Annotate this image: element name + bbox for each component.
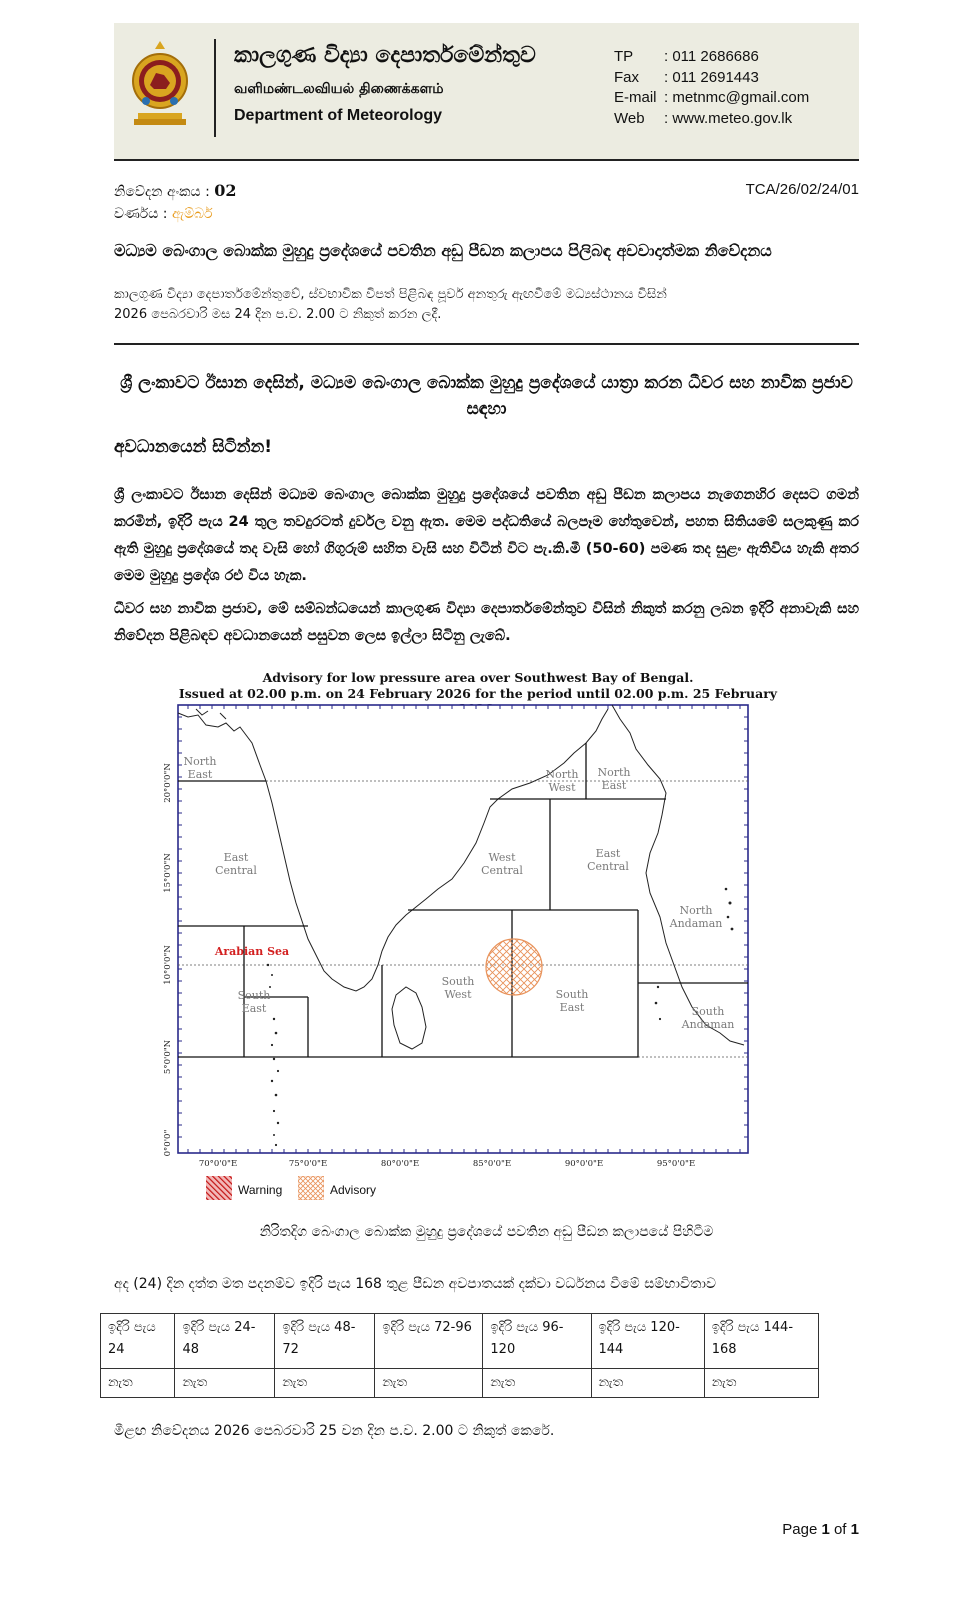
header-cell: ඉදිරි පැය 48-72 (275, 1314, 375, 1369)
contact-email[interactable]: E-mail : metnmc@gmail.com (614, 89, 810, 106)
label-north-andaman: North Andaman (669, 904, 723, 930)
longitude-labels (199, 1159, 695, 1169)
department-name-tamil: வளிமண்டலவியல் திணைக்களம் (234, 81, 444, 97)
legend-warning-label: Warning (238, 1183, 283, 1197)
header-divider (214, 39, 216, 137)
header-cell: ඉදිරි පැය 24 (101, 1314, 175, 1369)
contact-web[interactable]: Web : www.meteo.gov.lk (614, 109, 793, 127)
advisory-map (160, 703, 770, 1181)
contact-block (614, 47, 809, 129)
header-cell: ඉදිරි පැය 24-48 (175, 1314, 275, 1369)
map-title-line-1: Advisory for low pressure area over Southwest Bay of Bengal. (262, 670, 694, 685)
title-rule (114, 343, 859, 345)
header-cell: ඉදිරි පැය 72-96 (375, 1314, 483, 1369)
issued-by (114, 285, 859, 325)
notice-number: 02 (214, 181, 237, 200)
lon-label-95: 95°0'0"E (656, 1159, 696, 1169)
lon-label-85: 85°0'0"E (472, 1159, 512, 1169)
value-cell: නැත (175, 1369, 275, 1398)
label-arabian-east-central: East Central (215, 851, 257, 877)
contact-phone: TP : 011 2686686 (614, 48, 759, 65)
table-row (101, 1369, 819, 1398)
department-name-sinhala: කාලගුණ විද්‍යා දෙපාර්තමේන්තුව (234, 43, 536, 68)
header-rule (114, 159, 859, 161)
header-cell: ඉදිරි පැය 144-168 (704, 1314, 818, 1369)
lat-label-20: 20°0'0"N (163, 763, 173, 803)
next-notice: මීළඟ නිවේදනය 2026 පෙබරවාරි 25 වන දින ප.ව. 2.00 ට නිකුත් කෙරේ. (114, 1423, 555, 1439)
advisory-area (486, 939, 542, 995)
notice-meta (114, 180, 237, 225)
label-bay-south-east: South East (555, 988, 589, 1014)
forecast-probability-table (100, 1313, 819, 1398)
page-number: Page 1 of 1 (782, 1521, 859, 1538)
label-south-andaman: South Andaman (681, 1005, 735, 1031)
value-cell: නැත (591, 1369, 704, 1398)
lat-label-10: 10°0'0"N (163, 945, 173, 985)
map-caption: නිරිතදිග බෙංගාල බොක්ක මුහුදු ප්‍රදේශයේ පවතින අඩු පීඩන කලාපයේ පිහිටීම (259, 1224, 714, 1240)
lat-label-15: 15°0'0"N (163, 853, 173, 893)
header-cell: ඉදිරි පැය 96-120 (483, 1314, 591, 1369)
legend-advisory-label: Advisory (330, 1183, 377, 1197)
notice-reference: TCA/26/02/24/01 (745, 181, 859, 198)
value-cell: නැත (275, 1369, 375, 1398)
lat-label-5: 5°0'0"N (163, 1039, 173, 1075)
issued-line-2: 2026 පෙබරවාරි මස 24 දින ප.ව. 2.00 ට නිකුත් කරන ලදී. (114, 307, 442, 322)
label-arabian-south-east: South East (237, 989, 271, 1015)
warning-swatch-icon (206, 1176, 232, 1200)
label-arabian-sea: Arabian Sea (214, 945, 290, 958)
notice-color-label: වර්ණය : (114, 206, 168, 222)
map-title-line-2: Issued at 02.00 p.m. on 24 February 2026 for the period until 02.00 p.m. 25 February (178, 686, 778, 701)
lon-label-90: 90°0'0"E (564, 1159, 604, 1169)
sri-lanka-emblem-icon (132, 39, 188, 133)
lon-label-70: 70°0'0"E (198, 1159, 238, 1169)
probability-statement: අද (24) දින දත්ත මත පදනම්ව ඉදිරි පැය 168 තුළ පීඩන අවපාතයක් දක්වා වර්ධනය වීමේ සම්භාවිතාව (114, 1276, 717, 1292)
label-bay-east-central: East Central (587, 847, 629, 873)
label-arabian-north-east: North East (183, 755, 217, 781)
lat-label-0: 0°0'0" (163, 1129, 173, 1157)
advisory-paragraph-2: ධීවර සහ නාවික ප්‍රජාව, මේ සම්බන්ධයෙන් කාලගුණ විද්‍යා දෙපාර්තමේන්තුව විසින් නිකුත් කරනු ලබන ඉදිරි අනාවැකි සහ නිවේදන පිළිබඳව අවධානයෙන් පසුවන ලෙස ඉල්ලා සිටිනු ලැබේ. (114, 601, 859, 644)
issued-line-1: කාලගුණ විද්‍යා දෙපාර්තමේන්තුවේ, ස්වභාවික විපත් පිළිබඳ පූර්ව අනතුරු ඇඟවීමේ මධ්‍යස්ථානය විසින් (114, 287, 667, 302)
label-bay-north-west: North West (545, 768, 579, 794)
lon-label-75: 75°0'0"E (288, 1159, 328, 1169)
latitude-labels (163, 763, 173, 1157)
table-header-row (101, 1314, 819, 1369)
advisory-paragraph-1: ශ්‍රී ලංකාවට ඊසාන දෙසින් මධ්‍යම බෙංගාල බොක්ක මුහුදු ප්‍රදේශයේ පවතින අඩු පීඩන කලාපය නැගෙනහිර දෙසට ගමන් කරමින්, ඉදිරි පැය 24 තුල තවදුරටත් දුර්වල වනු ඇත. මෙම පද්ධතියේ බලපෑම හේතුවෙන්, පහත සිතියමේ සලකුණු කර ඇති මුහුදු ප්‍රදේශයේ තද වැසි හෝ ගිගුරුම් සහිත වැසි සහ විටින් විට පැ.කි.මී (50-60) පමණ තද සුළං ඇතිවිය හැකි අතර මෙම මුහුදු ප්‍රදේශ රළු විය හැක. (114, 487, 859, 584)
letterhead (114, 23, 859, 159)
advisory-swatch-icon (298, 1176, 324, 1200)
notice-title: මධ්‍යම බෙංගාල බොක්ක මුහුදු ප්‍රදේශයේ පවතින අඩු පීඩන කලාපය පිලිබඳ අවවාදාත්මක නිවේදනය (114, 241, 772, 260)
value-cell: නැත (704, 1369, 818, 1398)
advisory-headline: ශ්‍රී ලංකාවට ඊසාන දෙසින්, මධ්‍යම බෙංගාල බොක්ක මුහුදු ප්‍රදේශයේ යාත්‍රා කරන ධීවර සහ නාවික ප්‍රජාව සඳහා (120, 373, 853, 419)
value-cell: නැත (101, 1369, 175, 1398)
contact-fax: Fax : 011 2691443 (614, 68, 759, 86)
label-bay-west-central: West Central (481, 851, 523, 877)
label-bay-north-east: North East (597, 766, 631, 792)
department-name-english: Department of Meteorology (234, 107, 443, 124)
attention-heading: අවධානයෙන් සිටින්න! (114, 437, 273, 457)
notice-color-value: ඇම්බර් (171, 206, 213, 222)
header-cell: ඉදිරි පැය 120-144 (591, 1314, 704, 1369)
value-cell: නැත (375, 1369, 483, 1398)
label-bay-south-west: South West (441, 975, 475, 1001)
value-cell: නැත (483, 1369, 591, 1398)
lon-label-80: 80°0'0"E (380, 1159, 420, 1169)
notice-number-label: නිවේදන අංකය : (114, 184, 210, 200)
